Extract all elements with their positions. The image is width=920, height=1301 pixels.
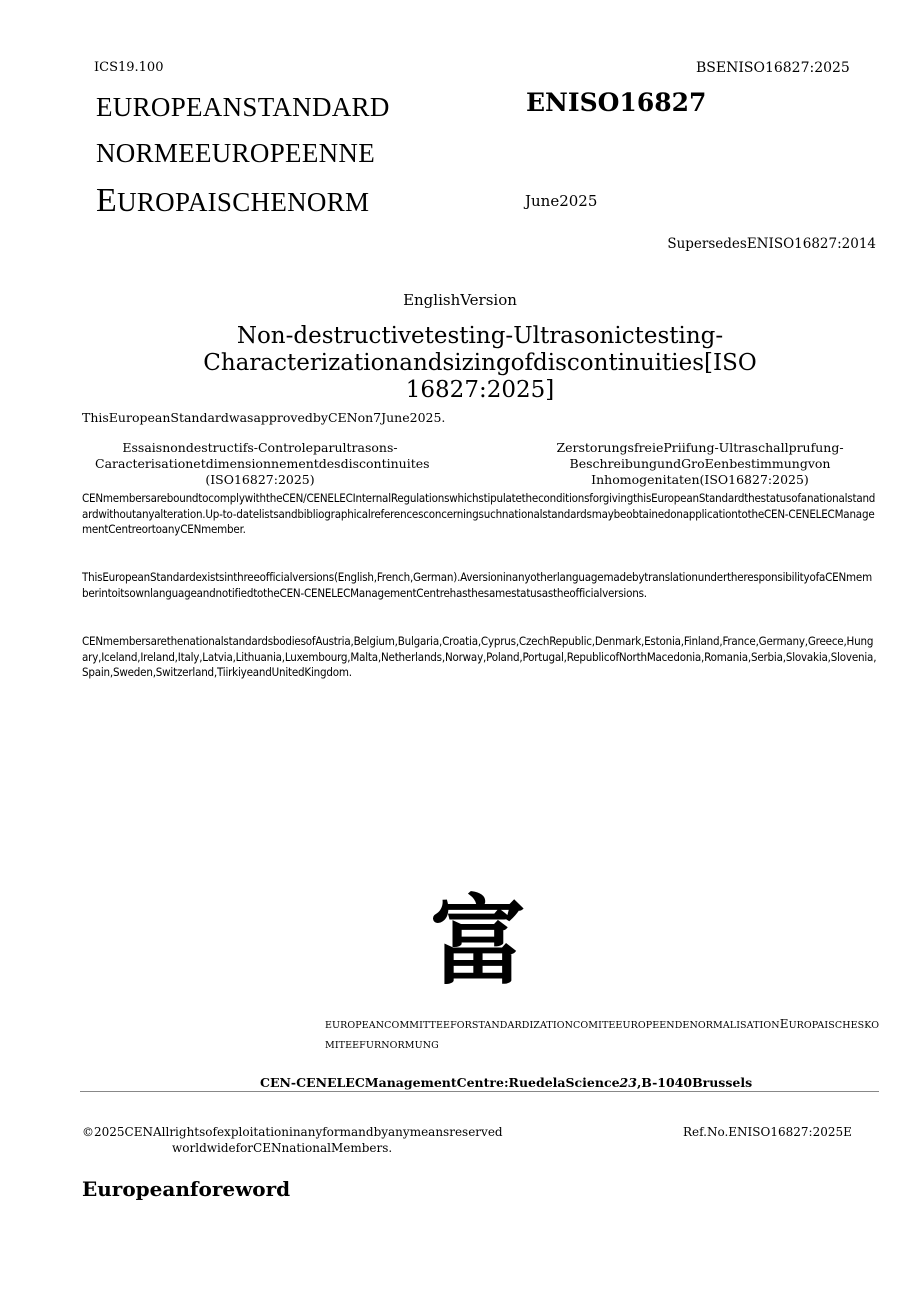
publication-date: June2025 [525, 192, 598, 210]
standard-name-german [96, 182, 369, 220]
standard-number: ENISO16827 [526, 88, 707, 117]
standard-name-german-rest: UROPAISCHENORM [117, 187, 370, 217]
committee-names-part2: UROPAISCHESKOMITEEFURNORMUNG [325, 1020, 880, 1051]
bs-reference: BSENISO16827:2025 [696, 60, 850, 76]
committee-names [325, 1014, 881, 1056]
copyright-line-2: worldwideforCENnationalMembers. [172, 1141, 393, 1155]
reference-number: Ref.No.ENISO16827:2025E [683, 1125, 852, 1139]
section-heading: Europeanforeword [82, 1177, 291, 1201]
german-title: ZerstorungsfreiePriifung-Ultraschallprufung-BeschreibungundGroEenbestimmungvon Inhomogenitaten(ISO16827:2025) [556, 440, 844, 487]
management-centre-address [260, 1075, 752, 1090]
standard-name-german-initial: E [96, 182, 118, 219]
members-paragraph: CENmembersarethenationalstandardsbodiesofAustria,Belgium,Bulgaria,Croatia,Cyprus,CzechRepublic,Denmark,Estonia,Finland,France,Germany,Greece,Hungary,Iceland,Ireland,Italy,Latvia,Lithuania,Luxembourg,Malta,Netherlands,Norway,Poland,Portugal,RepublicofNorthMacedonia,Romania,Serbia,Slovakia,Slovenia,Spain,Sweden,Switzerland,TiirkiyeandUnitedKingdom. [82, 634, 877, 679]
committee-names-initial: E [779, 1017, 789, 1031]
address-street: CEN-CENELECManagementCentre:RuedelaScience [260, 1075, 620, 1090]
compliance-paragraph: CENmembersareboundtocomplywiththeCEN/CENELECInternalRegulationswhichstipulatetheconditionsforgivingthisEuropeanStandardthestatusofanationalstandardwithoutanyalteration.Up-to-datelistsandbibliographicalreferencesconcerningsuchnationalstandardsmaybeobtainedonapplicationtotheCEN-CENELECManagementCentreortoanyCENmember. [82, 491, 876, 536]
copyright-line-1: ©2025CENAllrightsofexploitationinanyformandbyanymeansreserved [82, 1125, 503, 1139]
standard-name-english: EUROPEANSTANDARD [96, 92, 390, 122]
versions-paragraph: ThisEuropeanStandardexistsinthreeofficialversions(English,French,German).AversioninanyotherlanguagemadebytranslationundertheresponsibilityofaCENmemberintoitsownlanguageandnotifiedtotheCEN-CENELECManagementCentrehasthesamestatusastheofficialversions. [82, 570, 872, 600]
address-number: 23 [619, 1075, 637, 1090]
approval-statement: ThisEuropeanStandardwasapprovedbyCENon7June2025. [82, 410, 446, 425]
supersedes-note: SupersedesENISO16827:2014 [667, 236, 876, 252]
french-title: Essaisnondestructifs-Controleparultrasons-Caracterisationetdimensionnementdesdiscontinuites (ISO16827:2025) [95, 440, 430, 487]
divider [80, 1091, 879, 1092]
version-label: EnglishVersion [403, 291, 517, 309]
document-title: Non-destructivetesting-Ultrasonictesting-Characterizationandsizingofdiscontinuities[ISO 16827:2025] [203, 323, 757, 403]
cen-logo-icon: 富 [430, 885, 526, 998]
ics-code: ICS19.100 [94, 60, 164, 75]
address-city: ,B-1040Brussels [636, 1075, 753, 1090]
committee-names-part1: EUROPEANCOMMITTEEFORSTANDARDIZATIONCOMITEEUROPEENDENORMALISATION [325, 1020, 780, 1031]
standard-name-french: NORMEEUROPEENNE [96, 138, 375, 168]
